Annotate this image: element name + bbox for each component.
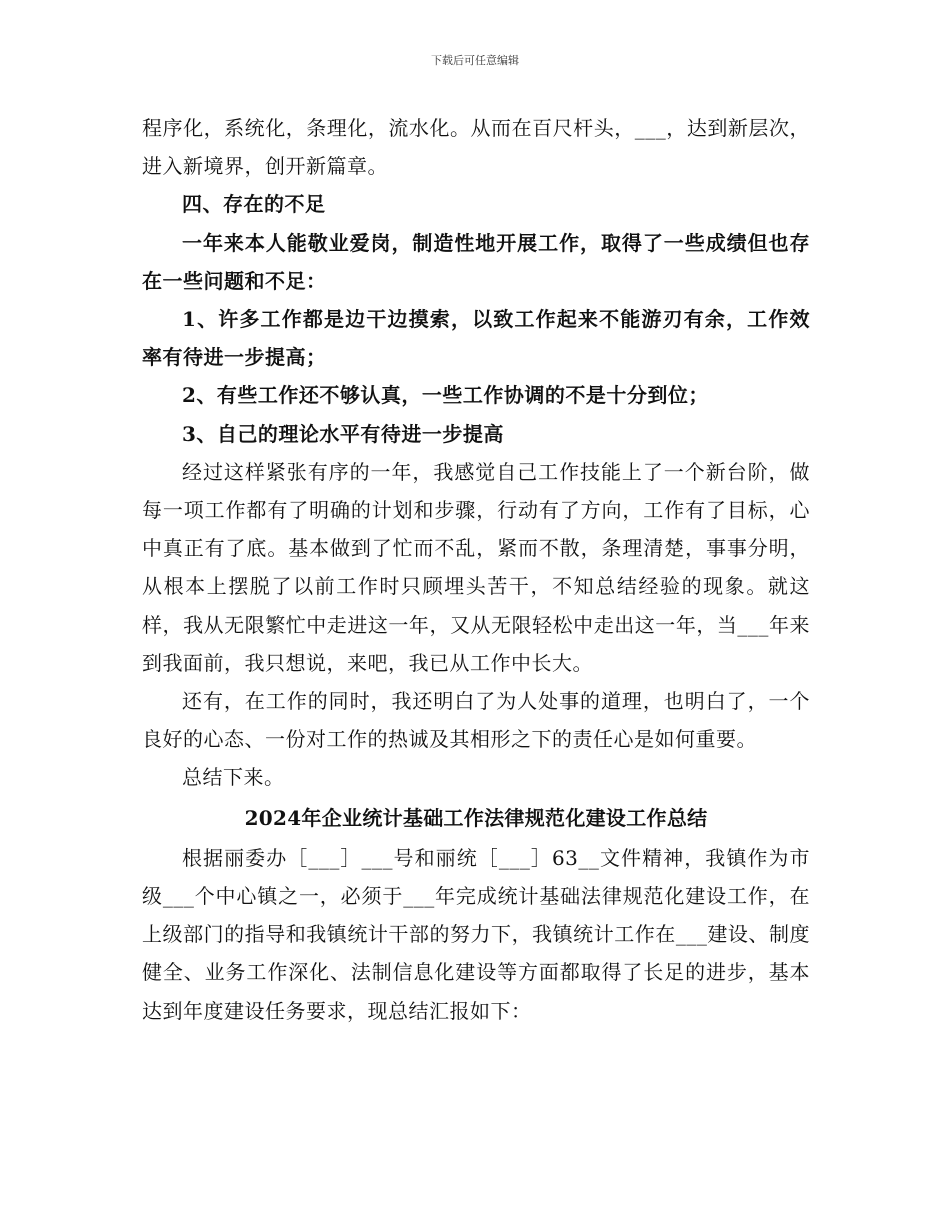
page-header: 下载后可任意编辑: [431, 54, 519, 67]
document-body: [142, 109, 810, 1030]
paragraph-lessons: 还有，在工作的同时，我还明白了为人处事的道理，也明白了，一个良好的心态、一份对工作的热诚及其相形之下的责任心是如何重要。: [142, 689, 810, 752]
list-item-2: 2、有些工作还不够认真，一些工作协调的不是十分到位；: [182, 383, 709, 408]
paragraph-shortcomings-intro: 一年来本人能敬业爱岗，制造性地开展工作，取得了一些成绩但也存在一些问题和不足：: [142, 230, 810, 293]
section-heading-shortcomings: 四、存在的不足: [182, 192, 326, 217]
paragraph-reflection: 经过这样紧张有序的一年，我感觉自己工作技能上了一个新台阶，做每一项工作都有了明确的计划和步骤，行动有了方向，工作有了目标，心中真正有了底。基本做到了忙而不乱，紧而不散，条理清楚，事事分明，从根本上摆脱了以前工作时只顾埋头苦干，不知总结经验的现象。就这样，我从无限繁忙中走进这一年，又从无限轻松中走出这一年，当___年来到我面前，我只想说，来吧，我已从工作中长大。: [142, 459, 810, 675]
list-item-3: 3、自己的理论水平有待进一步提高: [182, 421, 504, 446]
list-item-1: 1、许多工作都是边干边摸索，以致工作起来不能游刃有余，工作效率有待进一步提高；: [142, 307, 810, 370]
paragraph-report-intro: 根据丽委办［___］___号和丽统［___］63__文件精神，我镇作为市级___个中心镇之一，必须于___年完成统计基础法律规范化建设工作，在上级部门的指导和我镇统计干部的努力下，我镇统计工作在___建设、制度健全、业务工作深化、法制信息化建设等方面都取得了长足的进步，基本达到年度建设任务要求，现总结汇报如下：: [142, 845, 810, 1023]
paragraph-summary: 总结下来。: [182, 765, 285, 790]
paragraph-continuation: 程序化，系统化，条理化，流水化。从而在百尺杆头，___，达到新层次，进入新境界，创开新篇章。: [142, 116, 810, 179]
document-title: 2024年企业统计基础工作法律规范化建设工作总结: [244, 805, 708, 830]
